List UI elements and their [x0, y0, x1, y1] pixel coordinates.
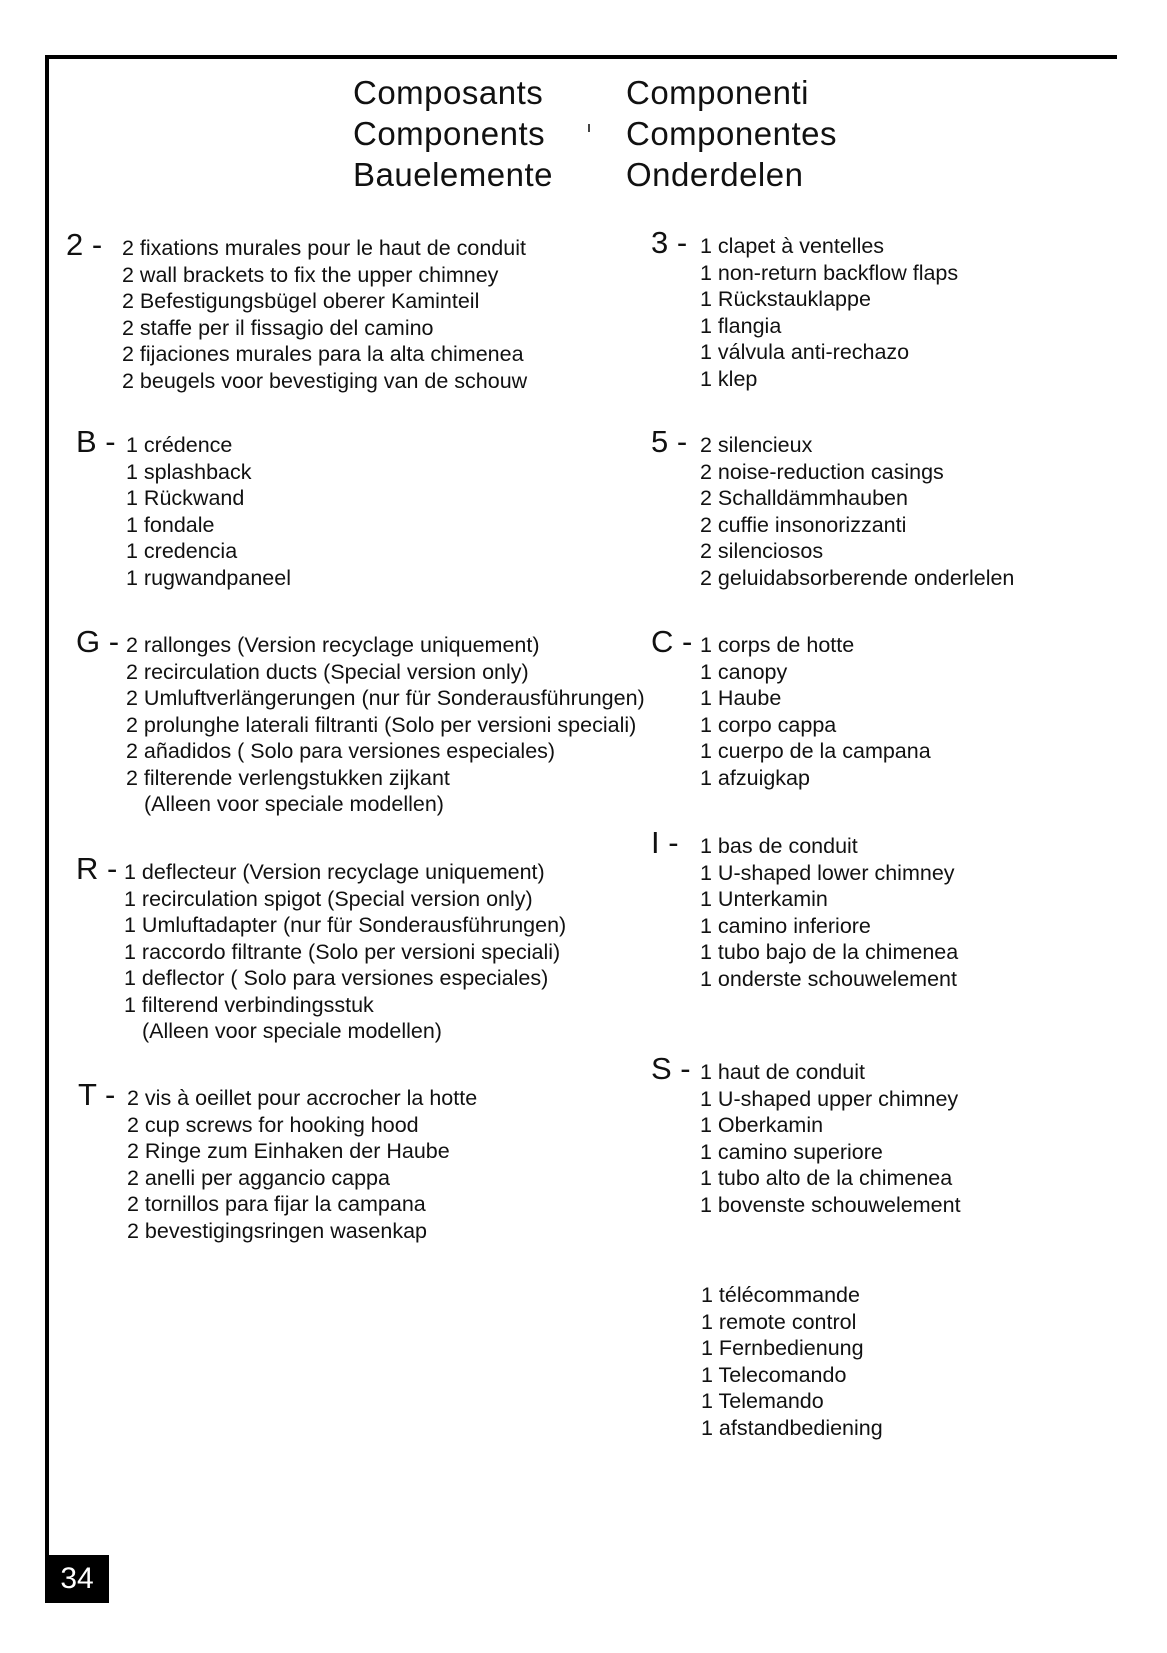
list-item: 1 deflecteur (Version recyclage uniquement): [124, 860, 545, 884]
list-item: 1 Rückwand: [126, 486, 245, 510]
list-item: 1 haut de conduit: [700, 1060, 865, 1084]
list-item: 2 Schalldämmhauben: [700, 486, 908, 510]
list-item: 2 anelli per aggancio cappa: [127, 1165, 390, 1190]
list-item: 1 canopy: [700, 659, 788, 684]
list-item: 1 télécommande: [701, 1283, 860, 1307]
list-item: 2 rallonges (Version recyclage uniquement): [126, 633, 540, 657]
list-item: 1 klep: [700, 366, 758, 391]
title-composants: Composants: [353, 74, 544, 111]
list-item: 1 Fernbedienung: [701, 1336, 864, 1360]
list-item: 1 Rückstauklappe: [700, 287, 871, 311]
list-item: 1 rugwandpaneel: [126, 565, 291, 590]
list-item: (Alleen voor speciale modellen): [142, 1019, 442, 1043]
list-item: 1 Umluftadapter (nur für Sonderausführungen): [124, 913, 567, 937]
section-label: 5 -: [651, 424, 688, 459]
title-column-right: [626, 72, 837, 195]
title-onderdelen: Onderdelen: [626, 156, 804, 193]
list-item: 2 fixations murales pour le haut de conduit: [122, 236, 526, 260]
section-label: I -: [651, 825, 679, 860]
list-item: 1 afstandbediening: [701, 1415, 883, 1440]
top-border-rule: [45, 55, 1117, 59]
list-item: 2 cup screws for hooking hood: [127, 1112, 419, 1137]
section-label: C -: [651, 624, 693, 659]
item-list: [126, 432, 291, 591]
list-item: 2 staffe per il fissagio del camino: [122, 315, 434, 340]
list-item: 1 flangia: [700, 313, 782, 338]
list-item: 1 cuerpo de la campana: [700, 739, 931, 763]
list-item: 2 Umluftverlängerungen (nur für Sonderausführungen): [126, 686, 645, 710]
list-item: 1 credencia: [126, 539, 238, 563]
list-item: 1 afzuigkap: [700, 765, 810, 790]
list-item: 1 camino superiore: [700, 1139, 883, 1164]
item-list: [127, 1085, 477, 1244]
list-item: 1 onderste schouwelement: [700, 966, 957, 991]
list-item: 2 silenciosos: [700, 539, 824, 563]
title-bauelemente: Bauelemente: [353, 156, 553, 193]
section-label: 2 -: [66, 227, 103, 262]
list-item: 1 válvula anti-rechazo: [700, 340, 910, 364]
section-label: B -: [76, 424, 116, 459]
list-item: 1 Unterkamin: [700, 887, 828, 911]
list-item: 2 noise-reduction casings: [700, 459, 944, 484]
item-list: [700, 833, 958, 992]
list-item: 1 tubo alto de la chimenea: [700, 1166, 953, 1190]
list-item: 2 prolunghe laterali filtranti (Solo per versioni speciali): [126, 712, 637, 737]
list-item: 1 raccordo filtrante (Solo per versioni speciali): [124, 939, 561, 964]
item-list: [700, 632, 931, 791]
list-item: 1 non-return backflow flaps: [700, 260, 959, 285]
list-item: 1 filterend verbindingsstuk: [124, 992, 374, 1017]
list-item: 2 wall brackets to fix the upper chimney: [122, 262, 499, 287]
list-item: 1 corps de hotte: [700, 633, 855, 657]
list-item: 2 cuffie insonorizzanti: [700, 512, 907, 537]
list-item: (Alleen voor speciale modellen): [144, 792, 444, 816]
list-item: 2 vis à oeillet pour accrocher la hotte: [127, 1086, 478, 1110]
item-list: [700, 233, 958, 392]
section-label: S -: [651, 1051, 691, 1086]
item-list: [700, 432, 1014, 591]
list-item: 1 crédence: [126, 433, 233, 457]
item-list: [126, 632, 645, 818]
list-item: 1 recirculation spigot (Special version only): [124, 886, 533, 911]
item-list: [701, 1282, 883, 1441]
list-item: 1 deflector ( Solo para versiones especiales): [124, 966, 549, 990]
list-item: 2 bevestigingsringen wasenkap: [127, 1218, 428, 1243]
list-item: 1 splashback: [126, 459, 252, 484]
list-item: 2 geluidabsorberende onderlelen: [700, 565, 1015, 590]
title-componenti: Componenti: [626, 74, 809, 111]
title-column-left: [353, 72, 553, 195]
list-item: 2 tornillos para fijar la campana: [127, 1192, 426, 1216]
list-item: 2 Befestigungsbügel oberer Kaminteil: [122, 289, 480, 313]
list-item: 1 Haube: [700, 686, 782, 710]
left-border-rule: [45, 55, 49, 1602]
list-item: 1 corpo cappa: [700, 712, 837, 737]
list-item: 1 remote control: [701, 1309, 857, 1334]
list-item: 1 U-shaped lower chimney: [700, 860, 955, 885]
list-item: 1 U-shaped upper chimney: [700, 1086, 959, 1111]
list-item: 2 fijaciones murales para la alta chimenea: [122, 342, 524, 366]
item-list: [122, 235, 527, 394]
section-label: R -: [76, 851, 118, 886]
list-item: 1 Telemando: [701, 1389, 824, 1413]
list-item: 1 tubo bajo de la chimenea: [700, 940, 959, 964]
list-item: 2 beugels voor bevestiging van de schouw: [122, 368, 528, 393]
item-list: [700, 1059, 961, 1218]
page-number: 34: [45, 1555, 109, 1603]
title-components: Components: [353, 115, 546, 152]
section-label: T -: [78, 1077, 116, 1112]
list-item: 1 bas de conduit: [700, 834, 858, 858]
title-componentes: Componentes: [626, 115, 837, 152]
item-list: [124, 859, 566, 1045]
list-item: 2 filterende verlengstukken zijkant: [126, 765, 450, 790]
separator-mark: [588, 124, 590, 132]
list-item: 1 Oberkamin: [700, 1113, 824, 1137]
list-item: 1 bovenste schouwelement: [700, 1192, 961, 1217]
list-item: 1 Telecomando: [701, 1362, 847, 1387]
list-item: 2 añadidos ( Solo para versiones especiales): [126, 739, 556, 763]
list-item: 1 fondale: [126, 512, 215, 537]
list-item: 1 camino inferiore: [700, 913, 871, 938]
list-item: 2 silencieux: [700, 433, 813, 457]
list-item: 2 recirculation ducts (Special version only): [126, 659, 529, 684]
list-item: 1 clapet à ventelles: [700, 234, 885, 258]
section-label: G -: [76, 624, 120, 659]
list-item: 2 Ringe zum Einhaken der Haube: [127, 1139, 450, 1163]
section-label: 3 -: [651, 225, 688, 260]
